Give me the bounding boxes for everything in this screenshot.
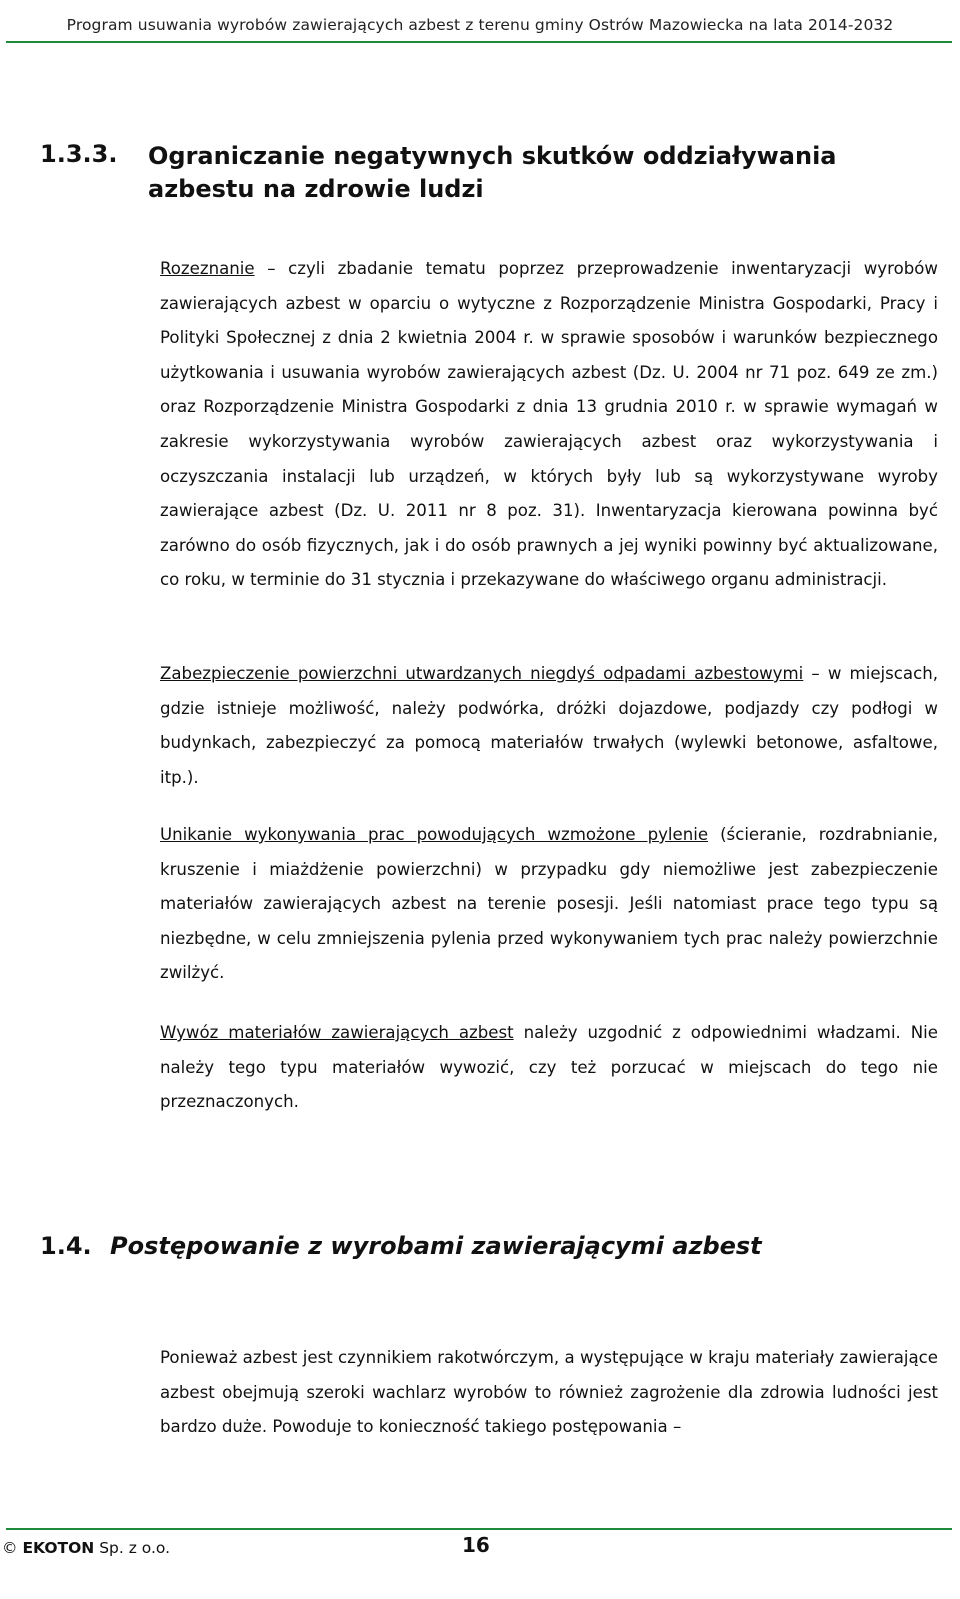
paragraph-lead: Wywóz materiałów zawierających azbest xyxy=(160,1023,514,1042)
paragraph-text: – w miejscach, gdzie istnieje możliwość, należy podwórka, dróżki dojazdowe, podjazdy czy podłogi w budynkach, zabezpieczyć za pomocą materiałów trwałych (wylewki betonowe, asfaltowe, itp.). xyxy=(160,664,938,787)
paragraph-text: Ponieważ azbest jest czynnikiem rakotwórczym, a występujące w kraju materiały zawierające azbest obejmują szeroki wachlarz wyrobów to również zagrożenie dla zdrowia ludności jest bardzo duże. Powoduje to konieczność takiego postępowania – xyxy=(160,1348,938,1437)
paragraph-wywoz xyxy=(160,1016,938,1120)
header-title: Program usuwania wyrobów zawierających azbest z terenu gminy Ostrów Mazowiecka na lata 2014-2032 xyxy=(66,16,894,34)
paragraph-zabezpieczenie xyxy=(160,657,938,795)
page-number: 16 xyxy=(462,1533,490,1557)
company-name: EKOTON xyxy=(22,1539,95,1557)
section-title: Postępowanie z wyrobami zawierającymi azbest xyxy=(110,1232,762,1260)
paragraph-unikanie xyxy=(160,818,938,991)
header-rule xyxy=(6,41,952,43)
paragraph-text: należy uzgodnić z odpowiednimi władzami. Nie należy tego typu materiałów wywozić, czy też porzucać w miejscach do tego nie przeznaczonych. xyxy=(160,1023,938,1112)
paragraph-lead: Zabezpieczenie powierzchni utwardzanych niegdyś odpadami azbestowymi xyxy=(160,664,804,683)
footer-company xyxy=(2,1539,170,1557)
page-header xyxy=(0,0,960,44)
paragraph-text: (ścieranie, rozdrabnianie, kruszenie i miażdżenie powierzchni) w przypadku gdy niemożliwe jest zabezpieczenie materiałów zawierających azbest na terenie posesji. Jeśli natomiast prace tego typu są niezbędne, w celu zmniejszenia pylenia przed wykonywaniem tych prac należy powierzchnie zwilżyć. xyxy=(160,825,938,983)
paragraph-rozeznanie xyxy=(160,252,938,598)
copyright-icon: © xyxy=(2,1539,18,1557)
section-number: 1.4. xyxy=(40,1232,92,1260)
paragraph-text: – czyli zbadanie tematu poprzez przeprowadzenie inwentaryzacji wyrobów zawierających azbest w oparciu o wytyczne z Rozporządzenie Ministra Gospodarki, Pracy i Polityki Społecznej z dnia 2 kwietnia 2004 r. w sprawie sposobów i warunków bezpiecznego użytkowania i usuwania wyrobów zawierających azbest (Dz. U. 2004 nr 71 poz. 649 ze zm.) oraz Rozporządzenie Ministra Gospodarki z dnia 13 grudnia 2010 r. w sprawie wymagań w zakresie wykorzystywania wyrobów zawierających azbest oraz wykorzystywania i oczyszczania instalacji lub urządzeń, w których były lub są wykorzystywane wyroby zawierające azbest (Dz. U. 2011 nr 8 poz. 31). Inwentaryzacja kierowana powinna być zarówno do osób fizycznych, jak i do osób prawnych a jej wyniki powinny być aktualizowane, co roku, w terminie do 31 stycznia i przekazywane do właściwego organu administracji. xyxy=(160,259,938,590)
page-footer xyxy=(0,1528,960,1599)
paragraph-lead: Rozeznanie xyxy=(160,259,255,278)
footer-rule xyxy=(6,1528,952,1530)
section-number: 1.3.3. xyxy=(40,140,118,168)
paragraph-lead: Unikanie wykonywania prac powodujących wzmożone pylenie xyxy=(160,825,709,844)
company-suffix: Sp. z o.o. xyxy=(99,1539,171,1557)
section-title: Ograniczanie negatywnych skutków oddziaływania azbestu na zdrowie ludzi xyxy=(148,142,837,203)
paragraph-poniewaz xyxy=(160,1341,938,1445)
